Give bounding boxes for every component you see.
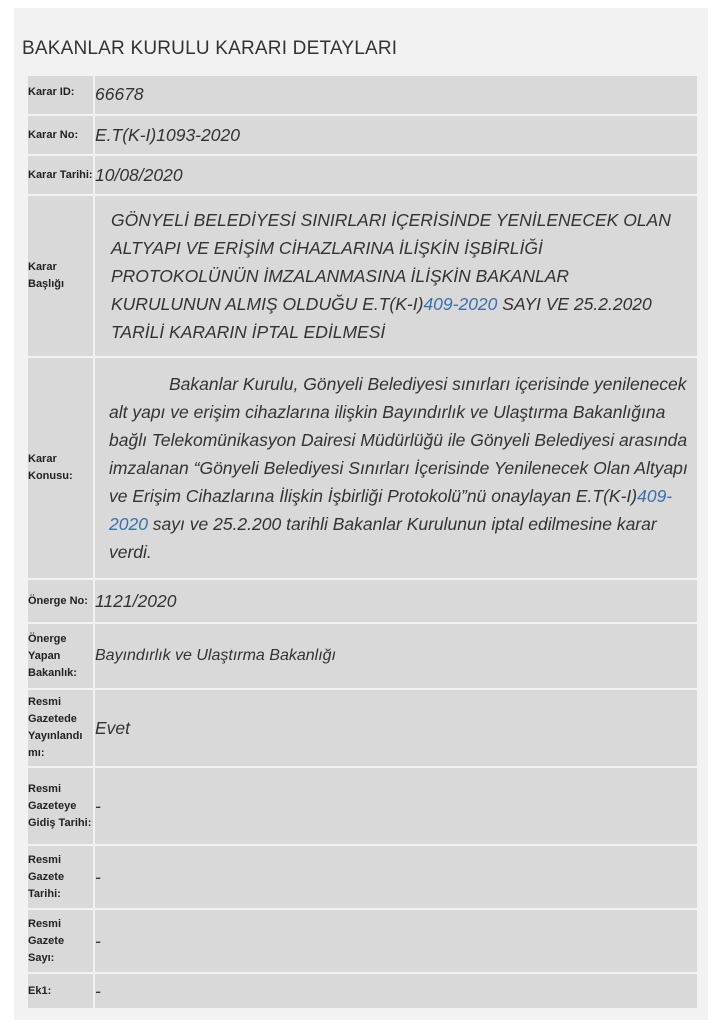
value-resmi-gazetede: Evet <box>95 690 697 766</box>
row-onerge-yapan <box>28 624 697 688</box>
label-onerge-no: Önerge No: <box>28 580 93 622</box>
basligi-decision-link[interactable]: 409-2020 <box>423 294 498 314</box>
label-karar-no: Karar No: <box>28 116 93 154</box>
row-karar-no <box>28 116 697 154</box>
label-resmi-gazete-tarihi: Resmi Gazete Tarihi: <box>28 846 93 908</box>
label-resmi-gazete-sayi: Resmi Gazete Sayı: <box>28 910 93 972</box>
value-karar-no: E.T(K-I)1093-2020 <box>95 116 697 154</box>
value-karar-id: 66678 <box>95 76 697 114</box>
row-karar-id <box>28 76 697 114</box>
label-resmi-gazetede: Resmi Gazetede Yayınlandı mı: <box>28 690 93 766</box>
detail-panel <box>14 8 708 1020</box>
detail-table <box>26 74 699 1010</box>
konusu-text-after: sayı ve 25.2.200 tarihli Bakanlar Kurulunun iptal edilmesine karar verdi. <box>109 514 657 562</box>
value-resmi-gazete-tarihi: - <box>95 846 697 908</box>
value-onerge-yapan: Bayındırlık ve Ulaştırma Bakanlığı <box>95 624 697 688</box>
row-resmi-gazeteye-gidis <box>28 768 697 844</box>
value-karar-konusu <box>95 358 697 578</box>
label-onerge-yapan: Önerge Yapan Bakanlık: <box>28 624 93 688</box>
value-resmi-gazeteye-gidis: - <box>95 768 697 844</box>
label-resmi-gazeteye-gidis: Resmi Gazeteye Gidiş Tarihi: <box>28 768 93 844</box>
row-resmi-gazete-tarihi <box>28 846 697 908</box>
row-karar-basligi <box>28 196 697 356</box>
value-onerge-no: 1121/2020 <box>95 580 697 622</box>
row-ek1 <box>28 974 697 1008</box>
label-karar-tarihi: Karar Tarihi: <box>28 156 93 194</box>
basligi-text-before: GÖNYELİ BELEDİYESİ SINIRLARI İÇERİSİNDE YENİLENECEK OLAN ALTYAPI VE ERİŞİM CİHAZLARINA İLİŞKİN İŞBİRLİĞİ PROTOKOLÜNÜN İMZALANMASINA İLİŞKİN BAKANLAR KURULUNUN ALMIŞ OLDUĞU E.T(K-I) <box>111 210 671 314</box>
value-ek1: - <box>95 974 697 1008</box>
konusu-text-before: Bakanlar Kurulu, Gönyeli Belediyesi sınırları içerisinde yenilenecek alt yapı ve erişim cihazlarına ilişkin Bayındırlık ve Ulaştırma Bakanlığına bağlı Telekomünikasyon Dairesi Müdürlüğü ile Gönyeli Belediyesi arasında imzalanan “Gönyeli Belediyesi Sınırları İçerisinde Yenilenecek Olan Altyapı ve Erişim Cihazlarına İlişkin İşbirliği Protokolü”nü onaylayan E.T(K-I) <box>109 374 688 506</box>
label-karar-konusu: Karar Konusu: <box>28 358 93 578</box>
basligi-text-after: SAYI VE 25.2.2020 TARİLİ KARARIN İPTAL EDİLMESİ <box>111 294 652 342</box>
row-karar-konusu <box>28 358 697 578</box>
konusu-decision-link[interactable]: 409-2020 <box>109 486 673 534</box>
row-resmi-gazetede <box>28 690 697 766</box>
row-karar-tarihi <box>28 156 697 194</box>
row-onerge-no <box>28 580 697 622</box>
row-resmi-gazete-sayi <box>28 910 697 972</box>
page-title: BAKANLAR KURULU KARARI DETAYLARI <box>22 38 398 59</box>
value-karar-tarihi: 10/08/2020 <box>95 156 697 194</box>
label-karar-id: Karar ID: <box>28 76 93 114</box>
label-karar-basligi: Karar Başlığı <box>28 196 93 356</box>
label-ek1: Ek1: <box>28 974 93 1008</box>
value-resmi-gazete-sayi: - <box>95 910 697 972</box>
value-karar-basligi <box>95 196 697 356</box>
